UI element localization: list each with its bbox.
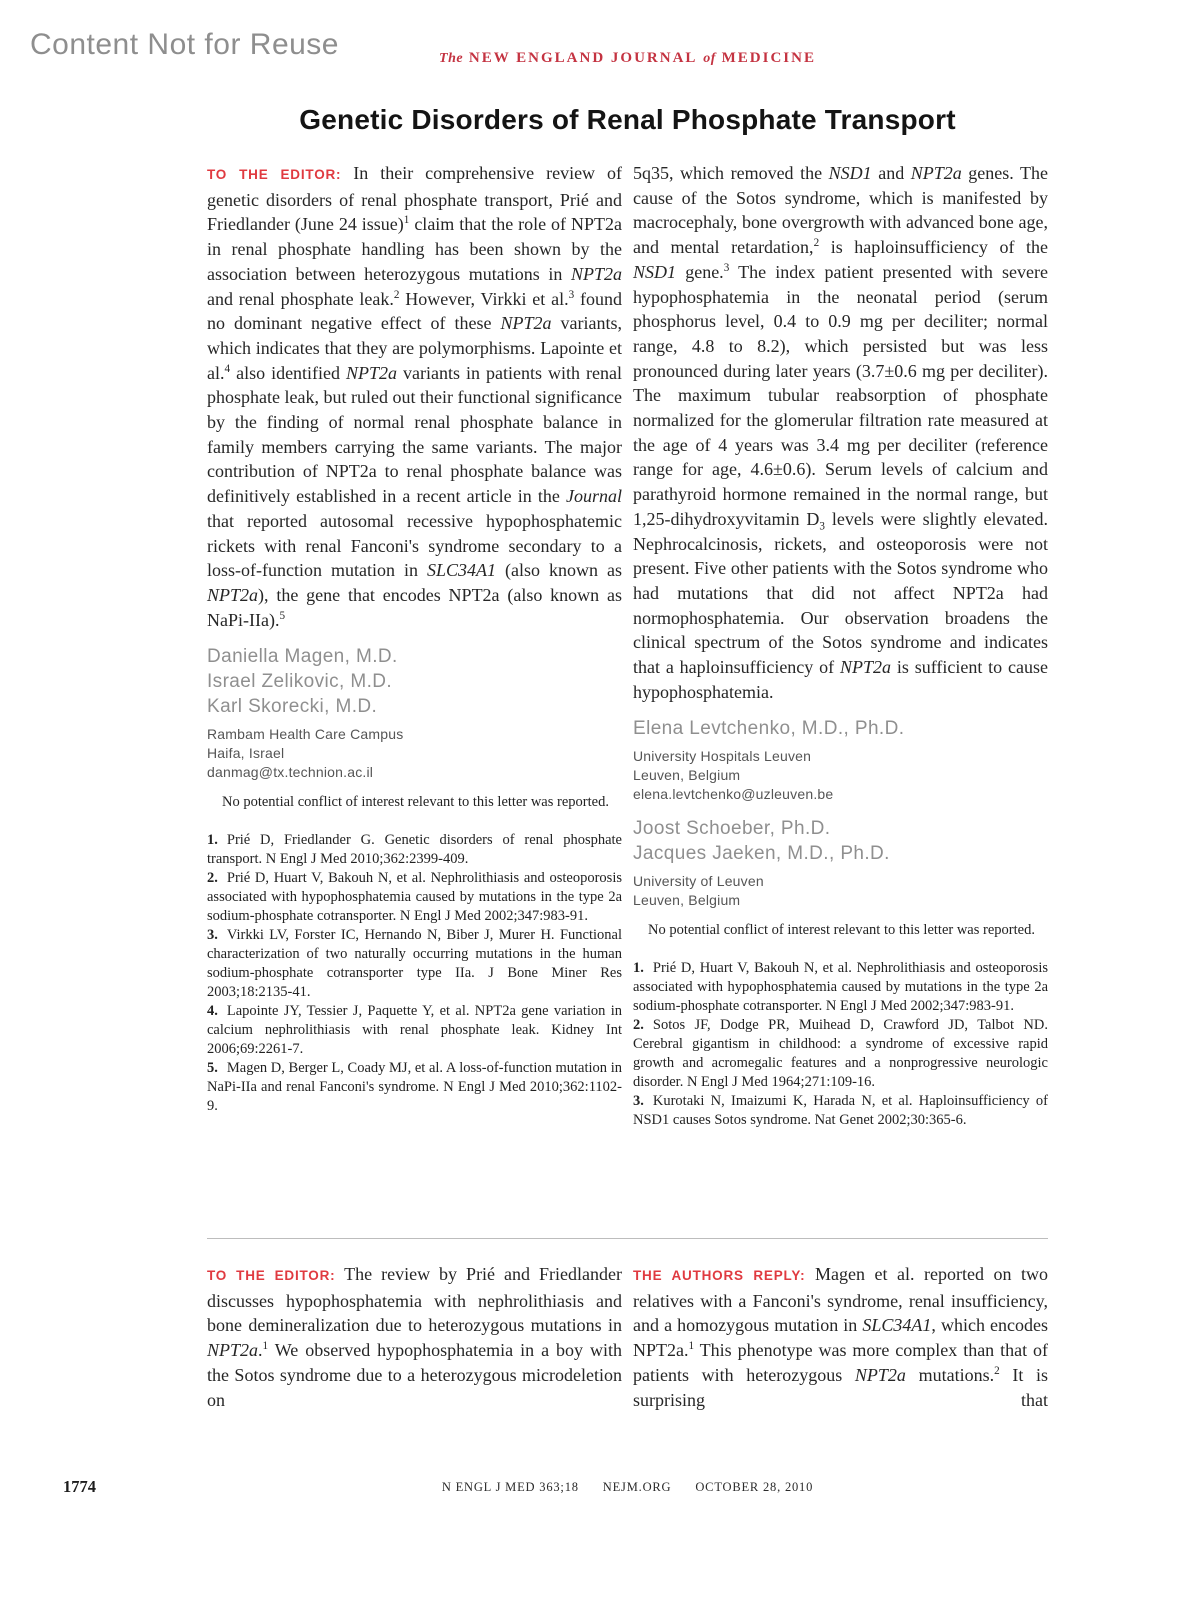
letter-body: [207, 161, 622, 632]
letter-to-editor-1: [207, 161, 622, 1116]
letter-text: The review by Prié and Friedlander discusses hypophosphatemia with nephrolithiasis and bone demineralization due to heterozygous mutations in NPT2a.$^1$ We observed hypophosphatemia in a boy with the Sotos syndrome due to a heterozygous microdeletion on: [207, 1264, 622, 1410]
reference-number: 3.: [633, 1092, 644, 1109]
masthead-name2: MEDICINE: [721, 50, 816, 66]
author-signatures: [633, 816, 1048, 866]
author-name: Israel Zelikovic, M.D.: [207, 671, 393, 693]
footer-date: OCTOBER 28, 2010: [695, 1480, 814, 1494]
page-footer: [207, 1480, 1048, 1495]
author-name: Daniella Magen, M.D.: [207, 646, 398, 668]
author-name: Elena Levtchenko, M.D., Ph.D.: [633, 718, 905, 740]
content-watermark: Content Not for Reuse: [30, 28, 339, 61]
letter-body: [207, 1262, 622, 1412]
affiliation-line: Rambam Health Care Campus: [207, 726, 404, 743]
reference-item: 3. Virkki LV, Forster IC, Hernando N, Biber J, Murer H. Functional characterization of two naturally occurring mutations in the human sodium-phosphate cotransporter type IIa. J Bone Miner Res 2003;18:2135-41.: [207, 926, 622, 1000]
affiliation-line: danmag@tx.technion.ac.il: [207, 764, 374, 781]
reference-number: 1.: [633, 959, 644, 976]
section-divider: [207, 1238, 1048, 1239]
top-letters-section: [207, 161, 1048, 1237]
reference-item: 3. Kurotaki N, Imaizumi K, Harada N, et al. Haploinsufficiency of NSD1 causes Sotos syndrome. Nat Genet 2002;30:365-6.: [633, 1092, 1048, 1128]
reference-list: [633, 959, 1048, 1130]
reference-number: 2.: [633, 1016, 644, 1033]
reference-item: 5. Magen D, Berger L, Coady MJ, et al. A loss-of-function mutation in NaPi-IIa and renal Fanconi's syndrome. N Engl J Med 2010;362:1102-9.: [207, 1059, 622, 1114]
author-signatures: [633, 716, 1048, 741]
journal-masthead: [207, 50, 1048, 67]
affiliation-line: Haifa, Israel: [207, 745, 285, 762]
author-signatures: [207, 644, 622, 719]
affiliation-line: elena.levtchenko@uzleuven.be: [633, 786, 834, 803]
letter-text: In their comprehensive review of genetic disorders of renal phosphate transport, Prié and Friedlander (June 24 issue)$^1$ claim that the role of NPT2a in renal phosphate handling has been shown by the association between heterozygous mutations in NPT2a and renal phosphate leak.$^2$ However, Virkki et al.$^3$ found no dominant negative effect of these NPT2a variants, which indicates that they are polymorphisms. Lapointe et al.$^4$ also identified NPT2a variants in patients with renal phosphate leak, but ruled out their functional significance by the finding of normal renal phosphate balance in family members carrying the same variants. The major contribution of NPT2a to renal phosphate balance was definitively established in a recent article in the Journal that reported autosomal recessive hypophosphatemic rickets with renal Fanconi's syndrome secondary to a loss-of-function mutation in SLC34A1 (also known as NPT2a), the gene that encodes NPT2a (also known as NaPi-IIa).$^5$: [207, 163, 622, 630]
letter-text: 5q35, which removed the NSD1 and NPT2a genes. The cause of the Sotos syndrome, which is manifested by macrocephaly, bone overgrowth with advanced bone age, and mental retardation,$^2$ is haploinsufficiency of the NSD1 gene.$^3$ The index patient presented with severe hypophosphatemia in the neonatal period (serum phosphorus level, 0.4 to 0.9 mg per deciliter; normal range, 4.8 to 8.2), which persisted but was less pronounced during later years (3.7±0.6 mg per deciliter). The maximum tubular reabsorption of phosphate normalized for the glomerular filtration rate measured at the age of 4 years was 3.4 mg per deciliter (reference range for age, 4.6±0.6). Serum levels of calcium and parathyroid hormone remained in the normal range, but 1,25-dihydroxyvitamin $D_3$ levels were slightly elevated. Nephrocalcinosis, rickets, and osteoporosis were not present. Five other patients with the Sotos syndrome who had mutations that did not affect NPT2a had normophosphatemia. Our observation broadens the clinical spectrum of the Sotos syndrome and indicates that a haploinsufficiency of NPT2a is sufficient to cause hypophosphatemia.: [633, 163, 1048, 702]
reference-item: 1. Prié D, Huart V, Bakouh N, et al. Nephrolithiasis and osteoporosis associated with hypophosphatemia caused by mutations in the type 2a sodium-phosphate cotransporter. N Engl J Med 2002;347:983-91.: [633, 959, 1048, 1014]
letter-lead-in: TO THE EDITOR:: [207, 167, 342, 182]
author-name: Jacques Jaeken, M.D., Ph.D.: [633, 843, 890, 865]
author-affiliation: [207, 725, 622, 782]
reference-item: 2. Sotos JF, Dodge PR, Muihead D, Crawford JD, Talbot ND. Cerebral gigantism in childhood: a syndrome of excessive rapid growth and acromegalic features and a nonprogressive neurologic disorder. N Engl J Med 1964;271:109-16.: [633, 1016, 1048, 1090]
letter-body: [633, 1262, 1048, 1412]
page-number: 1774: [63, 1477, 96, 1496]
footer-site: NEJM.ORG: [602, 1480, 672, 1494]
author-name: Karl Skorecki, M.D.: [207, 696, 378, 718]
author-affiliation: [633, 872, 1048, 910]
bottom-letters-section: [207, 1262, 1048, 1412]
authors-reply: [633, 1262, 1048, 1412]
letter-lead-in: TO THE EDITOR:: [207, 1268, 336, 1283]
reference-number: 3.: [207, 926, 218, 943]
conflict-of-interest-note: No potential conflict of interest relevant to this letter was reported.: [648, 922, 1035, 939]
affiliation-line: Leuven, Belgium: [633, 767, 741, 784]
author-name: Joost Schoeber, Ph.D.: [633, 818, 831, 840]
reference-number: 5.: [207, 1059, 218, 1076]
affiliation-line: University Hospitals Leuven: [633, 748, 812, 765]
letter-continuation: [633, 161, 1048, 1130]
letter-text: Magen et al. reported on two relatives with a Fanconi's syndrome, renal insufficiency, and a homozygous mutation in SLC34A1, which encodes NPT2a.$^1$ This phenotype was more complex than that of patients with heterozygous NPT2a mutations.$^2$ It is surprising that: [633, 1264, 1048, 1410]
masthead-the: The: [439, 51, 464, 66]
footer-citation: N ENGL J MED 363;18: [441, 1480, 579, 1494]
letter-body: [633, 161, 1048, 704]
masthead-of: of: [703, 51, 716, 66]
page-title: Genetic Disorders of Renal Phosphate Transport: [299, 104, 956, 135]
letter-lead-in: THE AUTHORS REPLY:: [633, 1268, 806, 1283]
letter-to-editor-2: [207, 1262, 622, 1412]
reference-item: 4. Lapointe JY, Tessier J, Paquette Y, et al. NPT2a gene variation in calcium nephrolithiasis with renal phosphate leak. Kidney Int 2006;69:2261-7.: [207, 1002, 622, 1057]
conflict-of-interest-note: No potential conflict of interest relevant to this letter was reported.: [222, 794, 609, 811]
reference-item: 1. Prié D, Friedlander G. Genetic disorders of renal phosphate transport. N Engl J Med 2010;362:2399-409.: [207, 831, 622, 867]
reference-number: 4.: [207, 1002, 218, 1019]
reference-number: 1.: [207, 831, 218, 848]
reference-list: [207, 831, 622, 1116]
reference-item: 2. Prié D, Huart V, Bakouh N, et al. Nephrolithiasis and osteoporosis associated with hypophosphatemia caused by mutations in the type 2a sodium-phosphate cotransporter. N Engl J Med 2002;347:983-91.: [207, 869, 622, 924]
affiliation-line: Leuven, Belgium: [633, 892, 741, 909]
reference-number: 2.: [207, 869, 218, 886]
affiliation-line: University of Leuven: [633, 873, 764, 890]
author-affiliation: [633, 747, 1048, 804]
masthead-name1: NEW ENGLAND JOURNAL: [468, 50, 698, 66]
